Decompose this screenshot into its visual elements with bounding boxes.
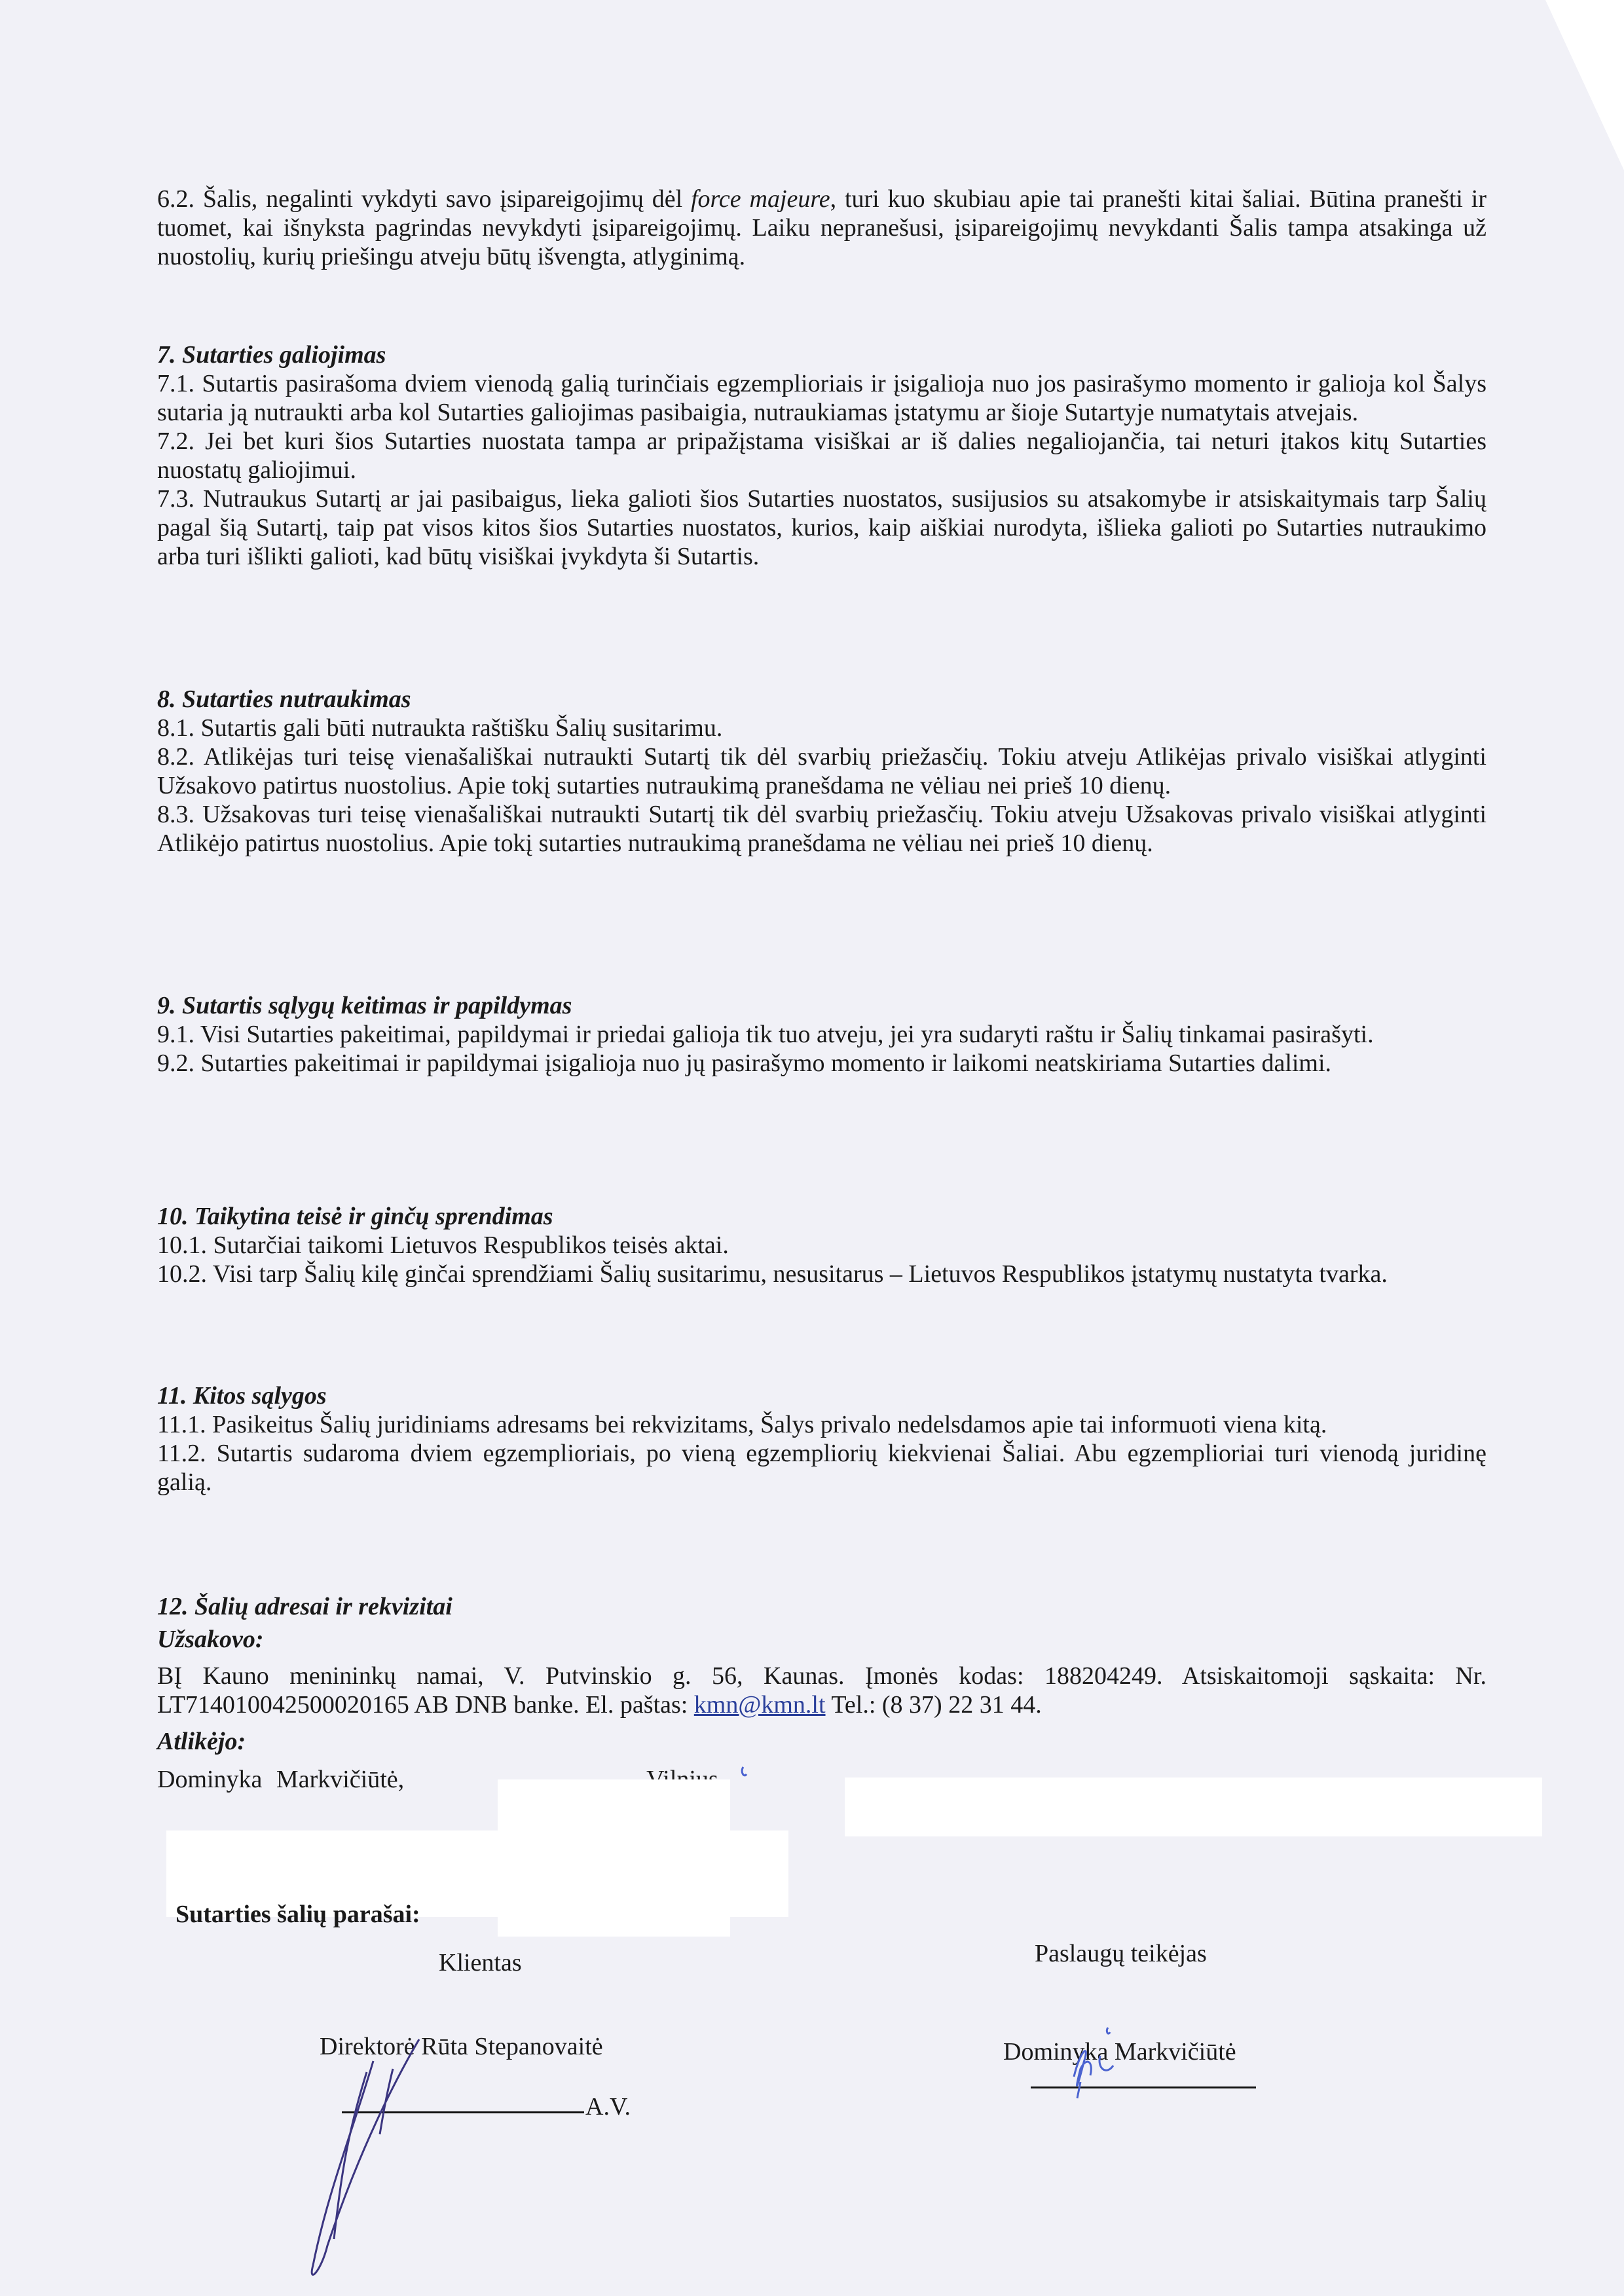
clause-text: 6.2. Šalis, negalinti vykdyti savo įsipareigojimų dėl — [157, 185, 691, 213]
client-phone: Tel.: (8 37) 22 31 44. — [825, 1691, 1042, 1719]
clause-8-1: 8.1. Sutartis gali būti nutraukta raštišku Šalių susitarimu. — [157, 714, 723, 742]
section-heading: 9. Sutartis sąlygų keitimas ir papildymas — [157, 992, 572, 1019]
client-text: BĮ Kauno menininkų namai, V. Putvinskio g. 56, Kaunas. Įmonės kodas: 188204249. Atsiskaitomoji sąskaita: Nr. LT714010042500020165 AB DNB banke. El. paštas: — [157, 1662, 1486, 1719]
provider-signatory-name: Dominyka Markvičiūtė — [1003, 2038, 1236, 2066]
clause-italic: force majeure — [690, 185, 830, 213]
section-heading: 12. Šalių adresai ir rekvizitai — [157, 1593, 452, 1620]
clause-9-2: 9.2. Sutarties pakeitimai ir papildymai įsigalioja nuo jų pasirašymo momento ir laikomi neatskiriama Sutarties dalimi. — [157, 1049, 1332, 1077]
client-email-link[interactable]: kmn@kmn.lt — [693, 1691, 826, 1719]
signatures-heading: Sutarties šalių parašai: — [175, 1901, 420, 1928]
clause-9-1: 9.1. Visi Sutarties pakeitimai, papildymai ir priedai galioja tik tuo atveju, jei yra sudaryti raštu ir Šalių tinkamai pasirašyti. — [157, 1021, 1374, 1048]
provider-label: Atlikėjo: — [157, 1728, 246, 1755]
section-heading: 10. Taikytina teisė ir ginčų sprendimas — [157, 1203, 553, 1230]
clause-7-2: 7.2. Jei bet kuri šios Sutarties nuostata tampa ar pripažįstama visiškai ar iš dalies negaliojančia, tai neturi įtakos kitų Sutarties nuostatų galiojimui. — [157, 428, 1486, 484]
client-signature — [312, 2039, 419, 2274]
section-heading: 8. Sutarties nutraukimas — [157, 685, 411, 713]
provider-name: Dominyka Markvičiūtė, — [157, 1766, 405, 1793]
clause-7-1: 7.1. Sutartis pasirašoma dviem vienodą galią turinčiais egzemplioriais ir įsigalioja nuo jos pasirašymo momento ir galioja kol Šalys sutaria ją nutraukti arba kol Sutarties galiojimas pasibaigia, nutraukiamas įstatymu ar šioje Sutartyje numatytais atvejais. — [157, 370, 1486, 426]
section-heading: 7. Sutarties galiojimas — [157, 341, 386, 369]
stamp-label: A.V. — [585, 2093, 631, 2121]
client-label: Užsakovo: — [157, 1626, 264, 1653]
client-role: Klientas — [439, 1949, 522, 1977]
clause-8-2: 8.2. Atlikėjas turi teisę vienašališkai nutraukti Sutartį tik dėl svarbių priežasčių. Tokiu atveju Atlikėjas privalo visiškai atlyginti Užsakovo patirtus nuostolius. Apie tokį sutarties nutraukimą pranešdama ne vėliau nei prieš 10 dienų. — [157, 743, 1486, 799]
clause-8-3: 8.3. Užsakovas turi teisę vienašališkai nutraukti Sutartį tik dėl svarbių priežasčių. Tokiu atveju Užsakovas privalo visiškai atlyginti Atlikėjo patirtus nuostolius. Apie tokį sutarties nutraukimą pranešdama ne vėliau nei prieš 10 dienų. — [157, 801, 1486, 857]
section-heading: 11. Kitos sąlygos — [157, 1382, 327, 1410]
accent-correction — [742, 1767, 747, 1776]
clause-text: , turi kuo skubiau apie tai pranešti kitai šaliai. Būtina pranešti ir tuomet, kai išnyksta pagrindas nevykdyti įsipareigojimų. Laiku nepranešusi, įsipareigojimų nevykdanti Šalis tampa atsakinga už nuostolių, kurių priešingu atveju būtų išvengta, atlyginimą. — [157, 185, 1486, 270]
provider-role: Paslaugų teikėjas — [1035, 1940, 1207, 1967]
clause-11-1: 11.1. Pasikeitus Šalių juridiniams adresams bei rekvizitams, Šalys privalo nedelsdamos apie tai informuoti viena kitą. — [157, 1411, 1327, 1438]
clause-7-3: 7.3. Nutraukus Sutartį ar jai pasibaigus, lieka galioti šios Sutarties nuostatos, susijusios su atsakomybe ir atsiskaitymais tarp Šalių pagal šią Sutartį, taip pat visos kitos šios Sutarties nuostatos, kurios, kaip aiškiai nurodyta, išlieka galioti po Sutarties nutraukimo arba turi išlikti galioti, kad būtų visiškai įvykdyta ši Sutartis. — [157, 485, 1486, 570]
clause-11-2: 11.2. Sutartis sudaroma dviem egzemplioriais, po vieną egzempliorių kiekvienai Šaliai. Abu egzemplioriai turi vienodą juridinę galią. — [157, 1440, 1486, 1496]
provider-signature — [1074, 2028, 1113, 2098]
clause-10-2: 10.2. Visi tarp Šalių kilę ginčai sprendžiami Šalių susitarimu, nesusitarus – Lietuvos Respublikos įstatymų nustatyta tvarka. — [157, 1260, 1388, 1288]
client-signatory-name: Direktorė Rūta Stepanovaitė — [320, 2033, 603, 2060]
clause-10-1: 10.1. Sutarčiai taikomi Lietuvos Respublikos teisės aktai. — [157, 1231, 729, 1259]
